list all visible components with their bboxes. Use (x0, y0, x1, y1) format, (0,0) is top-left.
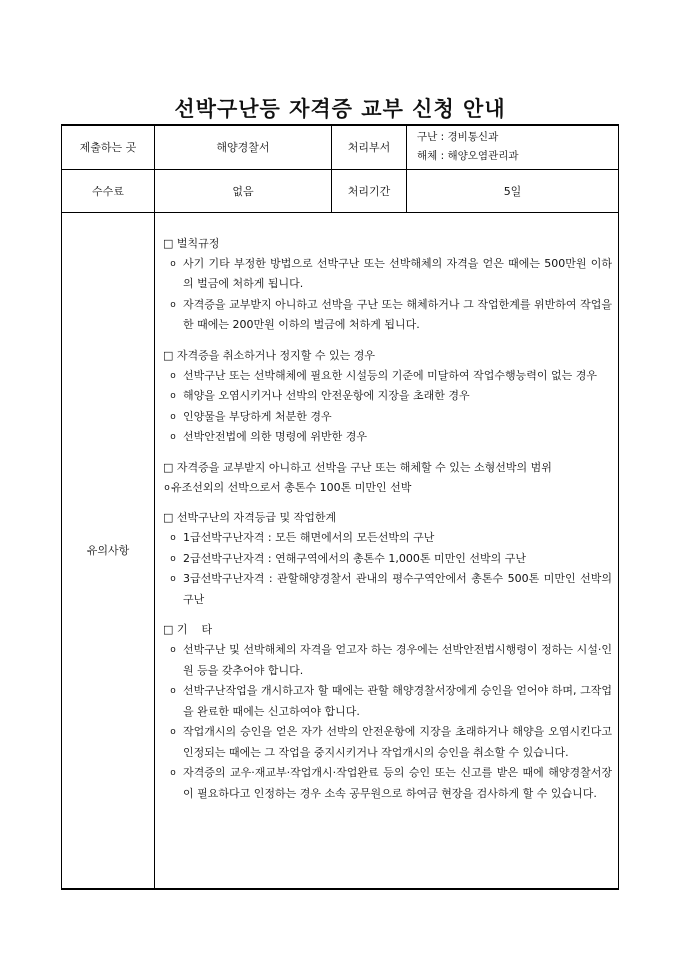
department-line-rescue: 구난 : 경비통신과 (417, 131, 499, 144)
list-item: o 선박구난작업을 개시하고자 할 때에는 관할 해양경찰서장에게 승인을 얻어야 하며, 그작업을 완료한 때에는 신고하여야 합니다. (163, 681, 612, 722)
section-title: □ 기 타 (163, 623, 213, 636)
section-penalty (163, 234, 612, 336)
section-title: □ 벌칙규정 (163, 236, 220, 250)
bullet-icon: o (170, 553, 176, 564)
list-item: o 자격증을 교부받지 아니하고 선박을 구난 또는 해체하거나 그 작업한계를 위반하여 작업을 한 때에는 200만원 이하의 벌금에 처하게 됩니다. (163, 295, 612, 336)
list-item: o 인양물을 부당하게 처분한 경우 (163, 407, 612, 428)
list-item: o 선박구난 및 선박해체의 자격을 얻고자 하는 경우에는 선박안전법시행령이 정하는 시설·인원 등을 갖추어야 합니다. (163, 640, 612, 681)
application-info-table (61, 124, 619, 890)
section-rescue-grades (163, 508, 612, 610)
bullet-icon: o (170, 258, 176, 269)
list-item: o 2급선박구난자격 : 연해구역에서의 총톤수 1,000톤 미만인 선박의 구난 (163, 549, 612, 570)
bullet-icon: o (170, 391, 176, 401)
section-revocation (163, 346, 612, 448)
section-small-vessel-scope (163, 458, 612, 499)
notes-label: 유의사항 (62, 212, 155, 889)
section-title: □ 선박구난의 자격등급 및 작업한계 (163, 511, 337, 524)
page-title: 선박구난등 자격증 교부 신청 안내 (174, 96, 506, 121)
bullet-icon: o (170, 686, 176, 696)
list-item: o 3급선박구난자격 : 관할해양경찰서 관내의 평수구역안에서 총톤수 500톤 미만인 선박의 구난 (163, 569, 612, 610)
fee-value: 없음 (155, 169, 332, 212)
list-item: o 해양을 오염시키거나 선박의 안전운항에 지장을 초래한 경우 (163, 386, 612, 407)
list-item: o 자격증의 교우·재교부·작업개시·작업완료 등의 승인 또는 신고를 받은 때에 해양경찰서장이 필요하다고 인정하는 경우 소속 공무원으로 하여금 현장을 검사하게 할 수 있습니다. (163, 763, 612, 804)
bullet-icon: o (170, 645, 176, 655)
department-line-dismantle: 해체 : 해양오염관리과 (417, 150, 519, 163)
department-value (407, 125, 619, 169)
department-label: 처리부서 (332, 125, 407, 169)
list-item: o 유조선외의 선박으로서 총톤수 100톤 미만인 선박 (163, 478, 612, 499)
list-item: o 선박안전법에 의한 명령에 위반한 경우 (163, 427, 612, 448)
list-item: o 선박구난 또는 선박해체에 필요한 시설등의 기준에 미달하여 작업수행능력이 없는 경우 (163, 366, 612, 387)
section-title: □ 자격증을 취소하거나 정지할 수 있는 경우 (163, 348, 376, 362)
notes-content (155, 212, 619, 889)
bullet-icon: o (170, 727, 176, 737)
processing-period-label: 처리기간 (332, 169, 407, 212)
bullet-icon: o (170, 411, 176, 422)
fee-label: 수수료 (62, 169, 155, 212)
bullet-icon: o (164, 482, 170, 493)
bullet-icon: o (170, 432, 176, 442)
submit-place-label: 제출하는 곳 (62, 125, 155, 169)
bullet-icon: o (170, 768, 176, 778)
section-other (163, 620, 612, 804)
bullet-icon: o (170, 370, 176, 381)
processing-period-value: 5일 (407, 169, 619, 212)
list-item: o 사기 기타 부정한 방법으로 선박구난 또는 선박해체의 자격을 얻은 때에는 500만원 이하의 벌금에 처하게 됩니다. (163, 254, 612, 295)
list-item: o 작업개시의 승인을 얻은 자가 선박의 안전운항에 지장을 초래하거나 해양을 오염시킨다고 인정되는 때에는 그 작업을 중지시키거나 작업개시의 승인을 취소할 수 있습니다. (163, 722, 612, 763)
bullet-icon: o (170, 533, 176, 543)
bullet-icon: o (170, 574, 176, 584)
submit-place-value: 해양경찰서 (155, 125, 332, 169)
list-item: o 1급선박구난자격 : 모든 해면에서의 모든선박의 구난 (163, 528, 612, 549)
bullet-icon: o (170, 299, 176, 310)
section-title: □ 자격증을 교부받지 아니하고 선박을 구난 또는 해체할 수 있는 소형선박의 범위 (163, 460, 552, 474)
